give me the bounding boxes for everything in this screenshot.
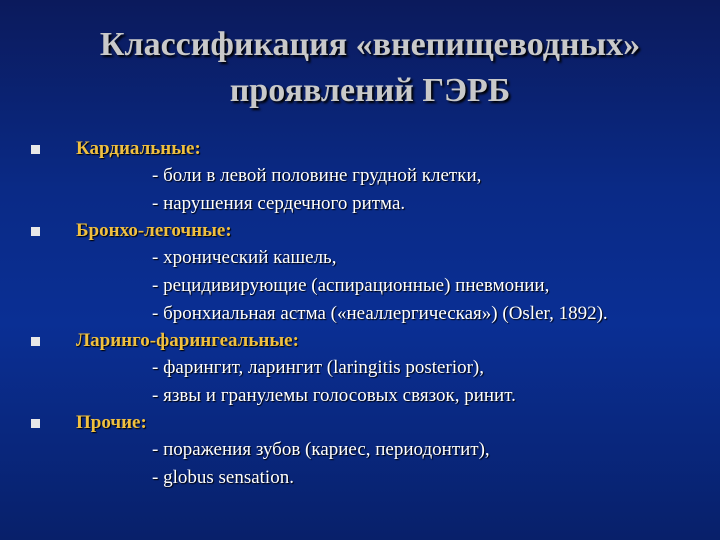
section-line: - бронхиальная астма («неаллергическая») (Osler, 1892).: [152, 303, 608, 324]
section-laryngopharyngeal: [0, 328, 720, 410]
section-line: - нарушения сердечного ритма.: [152, 193, 406, 214]
square-bullet-icon: [31, 145, 40, 154]
square-bullet-icon: [31, 337, 40, 346]
section-heading: Кардиальные:: [76, 138, 201, 159]
slide-title-line-2: проявлений ГЭРБ: [229, 72, 511, 109]
section-other: [0, 410, 720, 492]
section-bronchopulmonary: [0, 218, 720, 328]
section-heading: Прочие:: [76, 412, 147, 433]
section-line: - поражения зубов (кариес, периодонтит),: [152, 439, 490, 460]
section-line: - язвы и гранулемы голосовых связок, ринит.: [152, 385, 516, 406]
section-line: - хронический кашель,: [152, 247, 337, 268]
section-heading: Ларинго-фарингеальные:: [76, 330, 299, 351]
square-bullet-icon: [31, 227, 40, 236]
section-heading: Бронхо-легочные:: [76, 220, 232, 241]
square-bullet-icon: [31, 419, 40, 428]
section-cardiac: [0, 136, 720, 218]
slide-title-line-1: Классификация «внепищеводных»: [99, 26, 641, 63]
section-line: - рецидивирующие (аспирационные) пневмонии,: [152, 275, 550, 296]
classification-list: [0, 136, 720, 492]
slide-title: [30, 22, 710, 114]
section-line: - globus sensation.: [152, 467, 294, 488]
section-line: - боли в левой половине грудной клетки,: [152, 165, 482, 186]
section-line: - фарингит, ларингит (laringitis posterior),: [152, 357, 484, 378]
